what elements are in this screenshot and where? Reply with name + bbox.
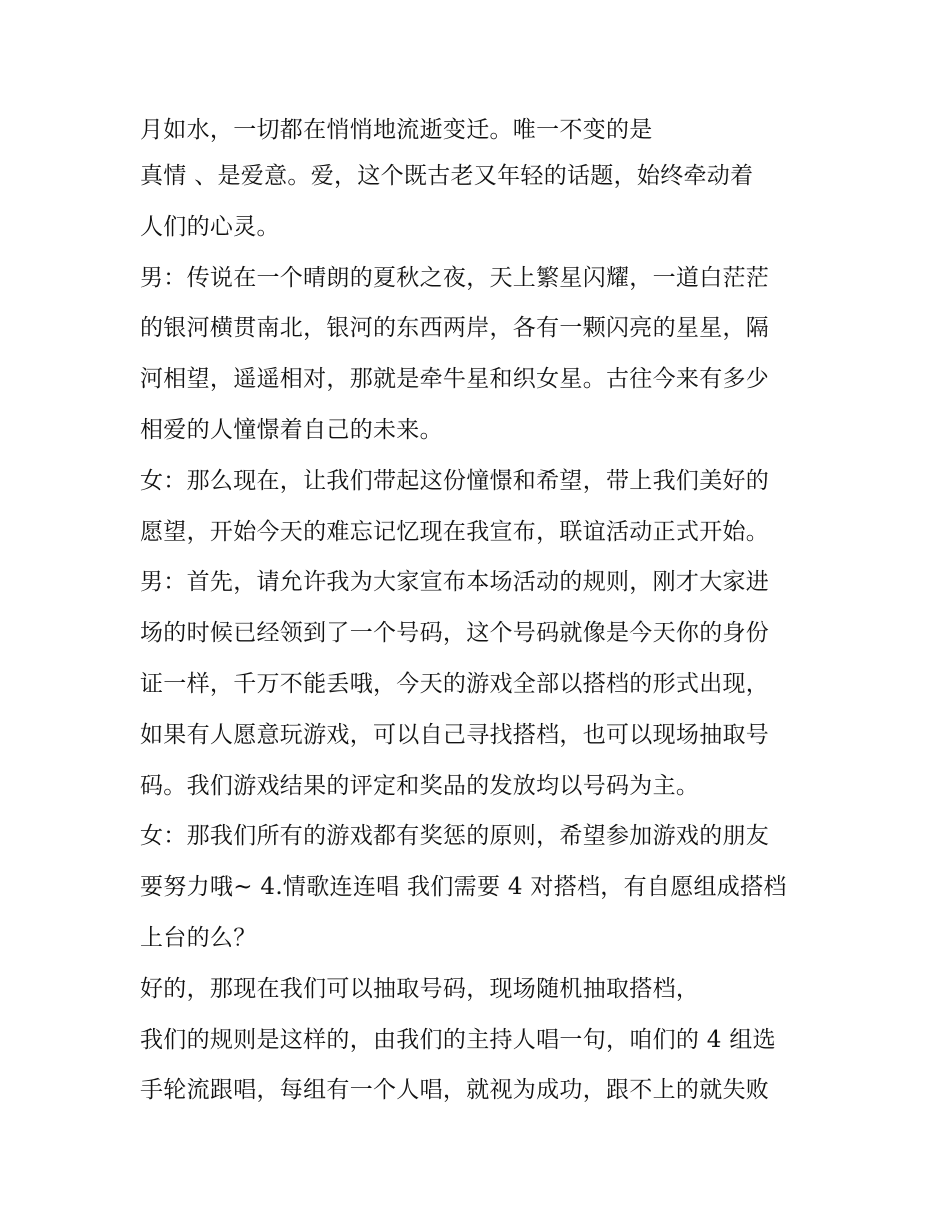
text-line: 女：那么现在，让我们带起这份憧憬和希望，带上我们美好的 — [140, 467, 770, 494]
text-line: 的银河横贯南北，银河的东西两岸，各有一颗闪亮的星星，隔 — [140, 315, 770, 342]
text-line: 男：首先，请允许我为大家宣布本场活动的规则，刚才大家进 — [140, 569, 770, 596]
text-line: 好的，那现在我们可以抽取号码，现场随机抽取搭档， — [140, 975, 700, 1002]
text-line: 河相望，遥遥相对，那就是牵牛星和织女星。古往今来有多少 — [140, 366, 770, 393]
text-line: 证一样，千万不能丢哦，今天的游戏全部以搭档的形式出现， — [140, 670, 770, 697]
text-line: 我们的规则是这样的，由我们的主持人唱一句，咱们的 4 组选 — [140, 1026, 776, 1053]
text-line: 相爱的人憧憬着自己的未来。 — [140, 416, 443, 443]
text-line: 如果有人愿意玩游戏，可以自己寻找搭档，也可以现场抽取号 — [140, 721, 770, 748]
text-line: 愿望，开始今天的难忘记忆现在我宣布，联谊活动正式开始。 — [140, 518, 770, 545]
text-line: 场的时候已经领到了一个号码，这个号码就像是今天你的身份 — [140, 620, 770, 647]
text-line: 上台的么？ — [140, 924, 257, 951]
text-line: 男：传说在一个晴朗的夏秋之夜，天上繁星闪耀，一道白茫茫 — [140, 264, 770, 291]
text-line: 手轮流跟唱，每组有一个人唱，就视为成功，跟不上的就失败 — [140, 1077, 770, 1104]
text-line: 人们的心灵。 — [140, 213, 280, 240]
text-line: 真情 、是爱意。爱，这个既古老又年轻的话题，始终牵动着 — [140, 163, 754, 189]
text-line: 女：那我们所有的游戏都有奖惩的原则，希望参加游戏的朋友 — [140, 823, 770, 850]
text-line: 要努力哦~ 4.情歌连连唱 我们需要 4 对搭档，有自愿组成搭档 — [140, 874, 787, 901]
document-body — [140, 109, 820, 1116]
text-line: 码。我们游戏结果的评定和奖品的发放均以号码为主。 — [140, 772, 700, 799]
text-line: 月如水，一切都在悄悄地流逝变迁。唯一不变的是 — [140, 117, 653, 143]
